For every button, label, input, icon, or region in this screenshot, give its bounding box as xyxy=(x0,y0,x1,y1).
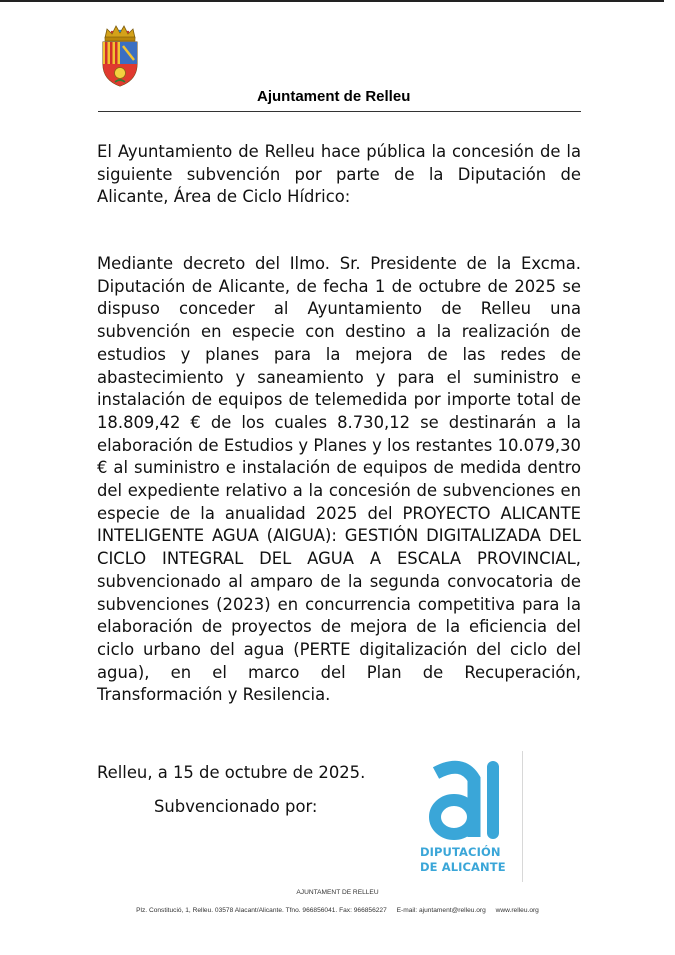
logo-text-line-1: DIPUTACIÓN xyxy=(420,845,501,859)
top-border-line xyxy=(0,0,664,2)
subsidized-by-label: Subvencionado por: xyxy=(154,797,318,816)
header-divider xyxy=(98,111,581,112)
footer-email[interactable]: E-mail: ajuntament@relleu.org xyxy=(396,907,486,914)
logo-text-line-2: DE ALICANTE xyxy=(420,860,506,874)
place-and-date: Relleu, a 15 de octubre de 2025. xyxy=(97,763,366,782)
diputacion-al-monogram-icon xyxy=(414,755,514,845)
intro-paragraph: El Ayuntamiento de Relleu hace pública la concesión de la siguiente subvención por parte de la Diputación de Alicante, Área de Ciclo Hídrico: xyxy=(97,142,581,207)
diputacion-alicante-logo xyxy=(404,751,523,882)
municipality-header-title: Ajuntament de Relleu xyxy=(257,88,411,105)
footer-address: Plz. Constitució, 1, Relleu. 03578 Alacant/Alicante. Tfno. 966856041. Fax: 966856227 xyxy=(136,907,387,914)
decree-paragraph: Mediante decreto del Ilmo. Sr. Presidente de la Excma. Diputación de Alicante, de fecha 1 de octubre de 2025 se dispuso conceder al Ayuntamiento de Relleu una subvención en especie con destino a la realización de estudios y planes para la mejora de las redes de abastecimiento y saneamiento y para el suministro e instalación de equipos de telemedida por importe total de 18.809,42 € de los cuales 8.730,12 se destinarán a la elaboración de Estudios y Planes y los restantes 10.079,30 € al suministro e instalación de equipos de medida dentro del expediente relativo a la concesión de subvenciones en especie de la anualidad 2025 del PROYECTO ALICANTE INTELIGENTE AGUA (AIGUA): GESTIÓN DIGITALIZADA DEL CICLO INTEGRAL DEL AGUA A ESCALA PROVINCIAL, subvencionado al amparo de la segunda convocatoria de subvenciones (2023) en concurrencia competitiva para la elaboración de proyectos de mejora de la eficiencia del ciclo urbano del agua (PERTE digitalización del ciclo del agua), en el marco del Plan de Recuperación, Transformación y Resilencia. xyxy=(97,254,581,705)
footer-title: AJUNTAMENT DE RELLEU xyxy=(296,889,379,896)
footer-website[interactable]: www.relleu.org xyxy=(495,907,539,914)
footer-contact-line xyxy=(0,907,675,914)
relleu-coat-of-arms-icon xyxy=(99,24,141,88)
